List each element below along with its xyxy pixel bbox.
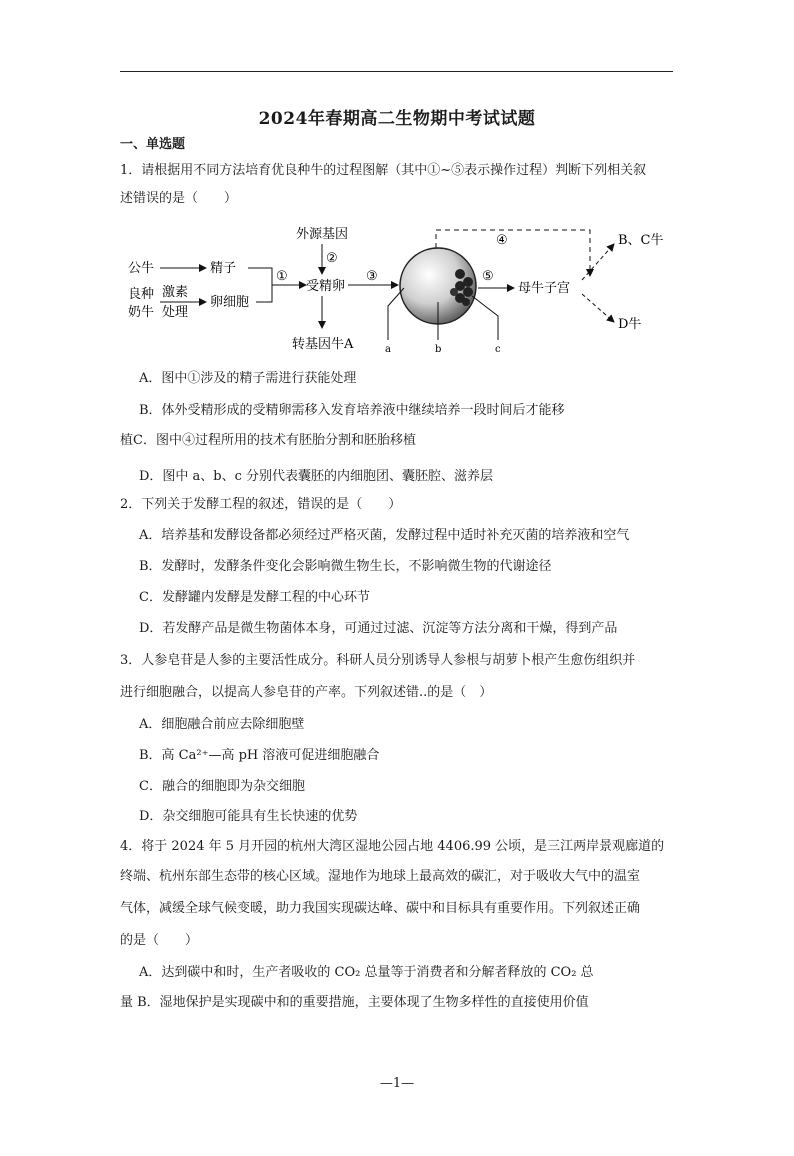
diagram-label-luanxibao: 卵细胞 — [210, 295, 250, 310]
q1-option-a: A．图中①涉及的精子需进行获能处理 — [139, 371, 357, 386]
step-3-label: ③ — [366, 269, 378, 284]
diagram-label-nainiu: 奶牛 — [128, 305, 155, 320]
diagram-label-shoujingluan: 受精卵 — [306, 279, 346, 294]
step-1-label: ① — [276, 269, 288, 284]
q1-stem-line2: 述错误的是（ ） — [120, 191, 238, 206]
merge-bracket — [248, 268, 272, 302]
step-5-label: ⑤ — [482, 269, 494, 284]
diagram-label-zhuanjiyin: 转基因牛A — [292, 337, 354, 352]
label-a: a — [385, 344, 391, 355]
q4-option-b: 量 B．湿地保护是实现碳中和的重要措施，主要体现了生物多样性的直接使用价值 — [120, 995, 589, 1010]
diagram-label-bc: B、C牛 — [618, 233, 664, 248]
diagram-label-waiyuan: 外源基因 — [296, 227, 349, 242]
q3-stem-line1: 3．人参皂苷是人参的主要活性成分。科研人员分别诱导人参根与胡萝卜根产生愈伤组织并 — [120, 653, 636, 668]
q3-option-d: D．杂交细胞可能具有生长快速的优势 — [139, 809, 358, 824]
q2-option-c: C．发酵罐内发酵是发酵工程的中心环节 — [139, 590, 370, 605]
label-b: b — [435, 344, 442, 355]
diagram-label-jisu: 激素 — [162, 285, 189, 300]
diagram-label-muniu: 母牛子宫 — [518, 281, 571, 296]
arrow-to-bc — [582, 244, 614, 280]
q3-option-a: A．细胞融合前应去除细胞壁 — [139, 717, 305, 732]
q2-option-a: A．培养基和发酵设备都必须经过严格灭菌，发酵过程中适时补充灭菌的培养液和空气 — [139, 528, 630, 543]
diagram-label-jingzi: 精子 — [210, 261, 237, 276]
q4-stem-line4: 的是（ ） — [120, 933, 199, 948]
q4-stem-line1: 4．将于 2024 年 5 月开园的杭州大湾区湿地公园占地 4406.99 公顷，是三江两岸景观廊道的 — [120, 839, 665, 854]
page-title: 2024年春期高二生物期中考试试题 — [258, 109, 536, 129]
q3-option-c: C．融合的细胞即为杂交细胞 — [139, 779, 305, 794]
step-2-label: ② — [326, 251, 338, 266]
section-heading: 一、单选题 — [120, 137, 186, 152]
q1-stem-line1: 1．请根据用不同方法培育优良种牛的过程图解（其中①~⑤表示操作过程）判断下列相关叙 — [120, 163, 647, 178]
q2-stem: 2．下列关于发酵工程的叙述，错误的是（ ） — [120, 497, 402, 512]
q3-option-b: B．高 Ca²⁺—高 pH 溶液可促进细胞融合 — [139, 748, 380, 763]
label-c: c — [495, 344, 501, 355]
q1-option-d: D．图中 a、b、c 分别代表囊胚的内细胞团、囊胚腔、滋养层 — [139, 469, 494, 484]
arrow-to-d — [582, 294, 614, 322]
q1-option-b: B．体外受精形成的受精卵需移入发育培养液中继续培养一段时间后才能移 — [139, 403, 565, 418]
diagram-label-d: D牛 — [618, 317, 642, 332]
header-rule — [120, 71, 673, 72]
page-number: —1— — [379, 1076, 415, 1091]
q4-stem-line2: 终端、杭州东部生态带的核心区域。湿地作为地球上最高效的碳汇，对于吸收大气中的温室 — [120, 869, 641, 884]
step-4-label: ④ — [496, 233, 508, 248]
diagram-label-gongniu: 公牛 — [128, 261, 155, 276]
q1-diagram — [120, 222, 680, 362]
q4-option-a: A．达到碳中和时，生产者吸收的 CO₂ 总量等于消费者和分解者释放的 CO₂ 总 — [139, 965, 594, 980]
diagram-label-chuli: 处理 — [162, 305, 189, 320]
diagram-label-liangzhong: 良种 — [128, 287, 155, 302]
q4-stem-line3: 气体，减缓全球气候变暖，助力我国实现碳达峰、碳中和目标具有重要作用。下列叙述正确 — [120, 901, 641, 916]
q2-option-b: B．发酵时，发酵条件变化会影响微生物生长，不影响微生物的代谢途径 — [139, 559, 552, 574]
q1-option-c: 植C．图中④过程所用的技术有胚胎分割和胚胎移植 — [120, 433, 416, 448]
pointer-c — [472, 296, 498, 340]
q3-stem-line2: 进行细胞融合，以提高人参皂苷的产率。下列叙述错..的是（ ） — [120, 685, 493, 700]
q2-option-d: D．若发酵产品是微生物菌体本身，可通过过滤、沉淀等方法分离和干燥，得到产品 — [139, 621, 618, 636]
